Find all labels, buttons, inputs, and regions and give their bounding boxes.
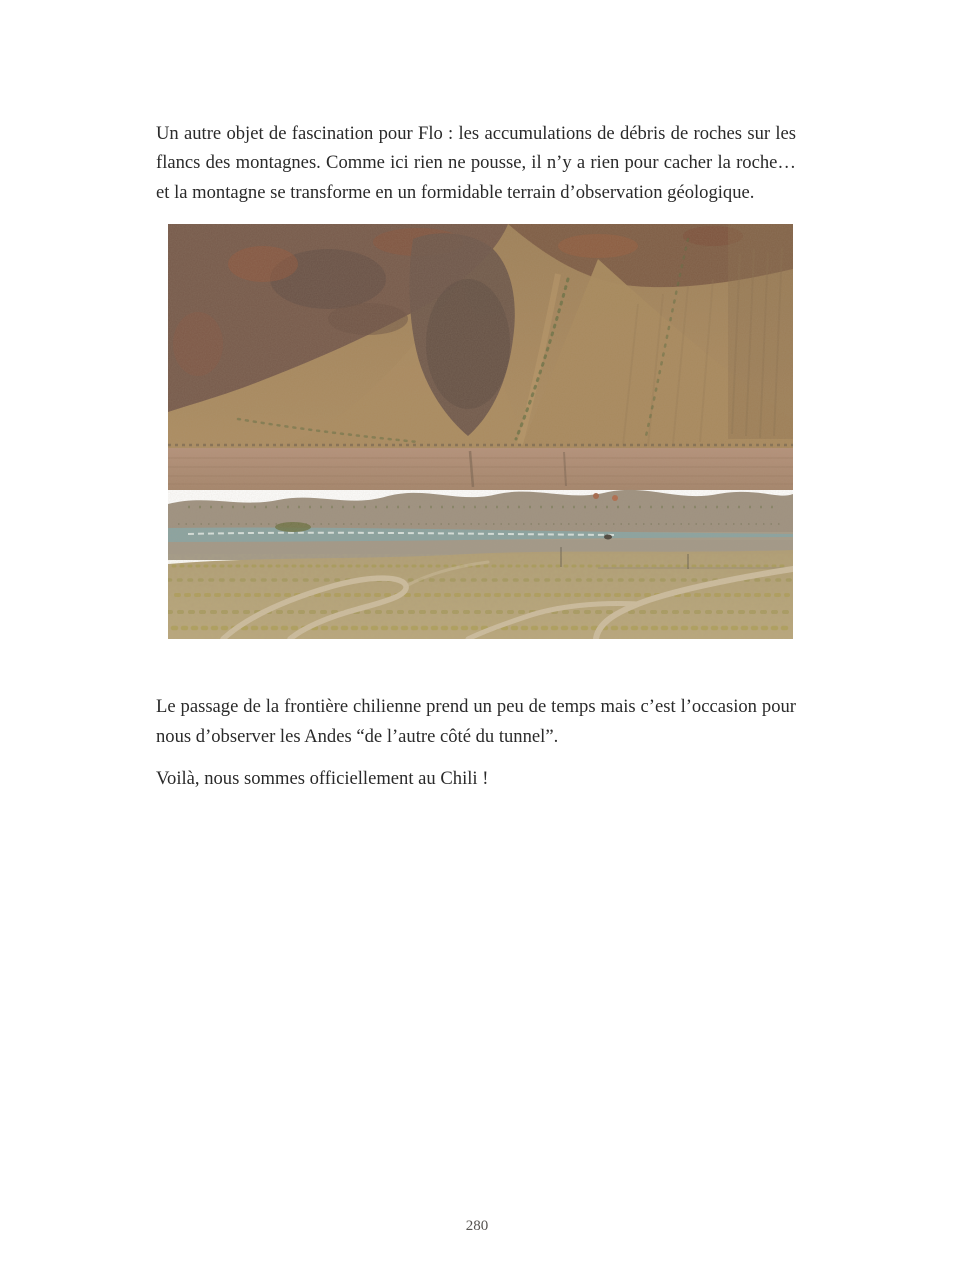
photo-grain-overlay <box>168 224 793 639</box>
page-number: 280 <box>465 1218 489 1234</box>
paragraph-chili: Voilà, nous sommes officiellement au Chili ! <box>156 768 489 790</box>
paragraph-fascination: Un autre objet de fascination pour Flo : les accumulations de débris de roches sur les flancs des montagnes. Comme ici rien ne pousse, il n’y a rien pour cacher la roche… et la montagne se transforme en un formidable terrain d’observation géologique. <box>156 123 796 203</box>
landscape-photo-figure <box>168 224 793 639</box>
paragraph-frontier: Le passage de la frontière chilienne prend un peu de temps mais c’est l’occasion pour nous d’observer les Andes “de l’autre côté du tunnel”. <box>156 696 796 747</box>
landscape-photo <box>168 224 793 639</box>
